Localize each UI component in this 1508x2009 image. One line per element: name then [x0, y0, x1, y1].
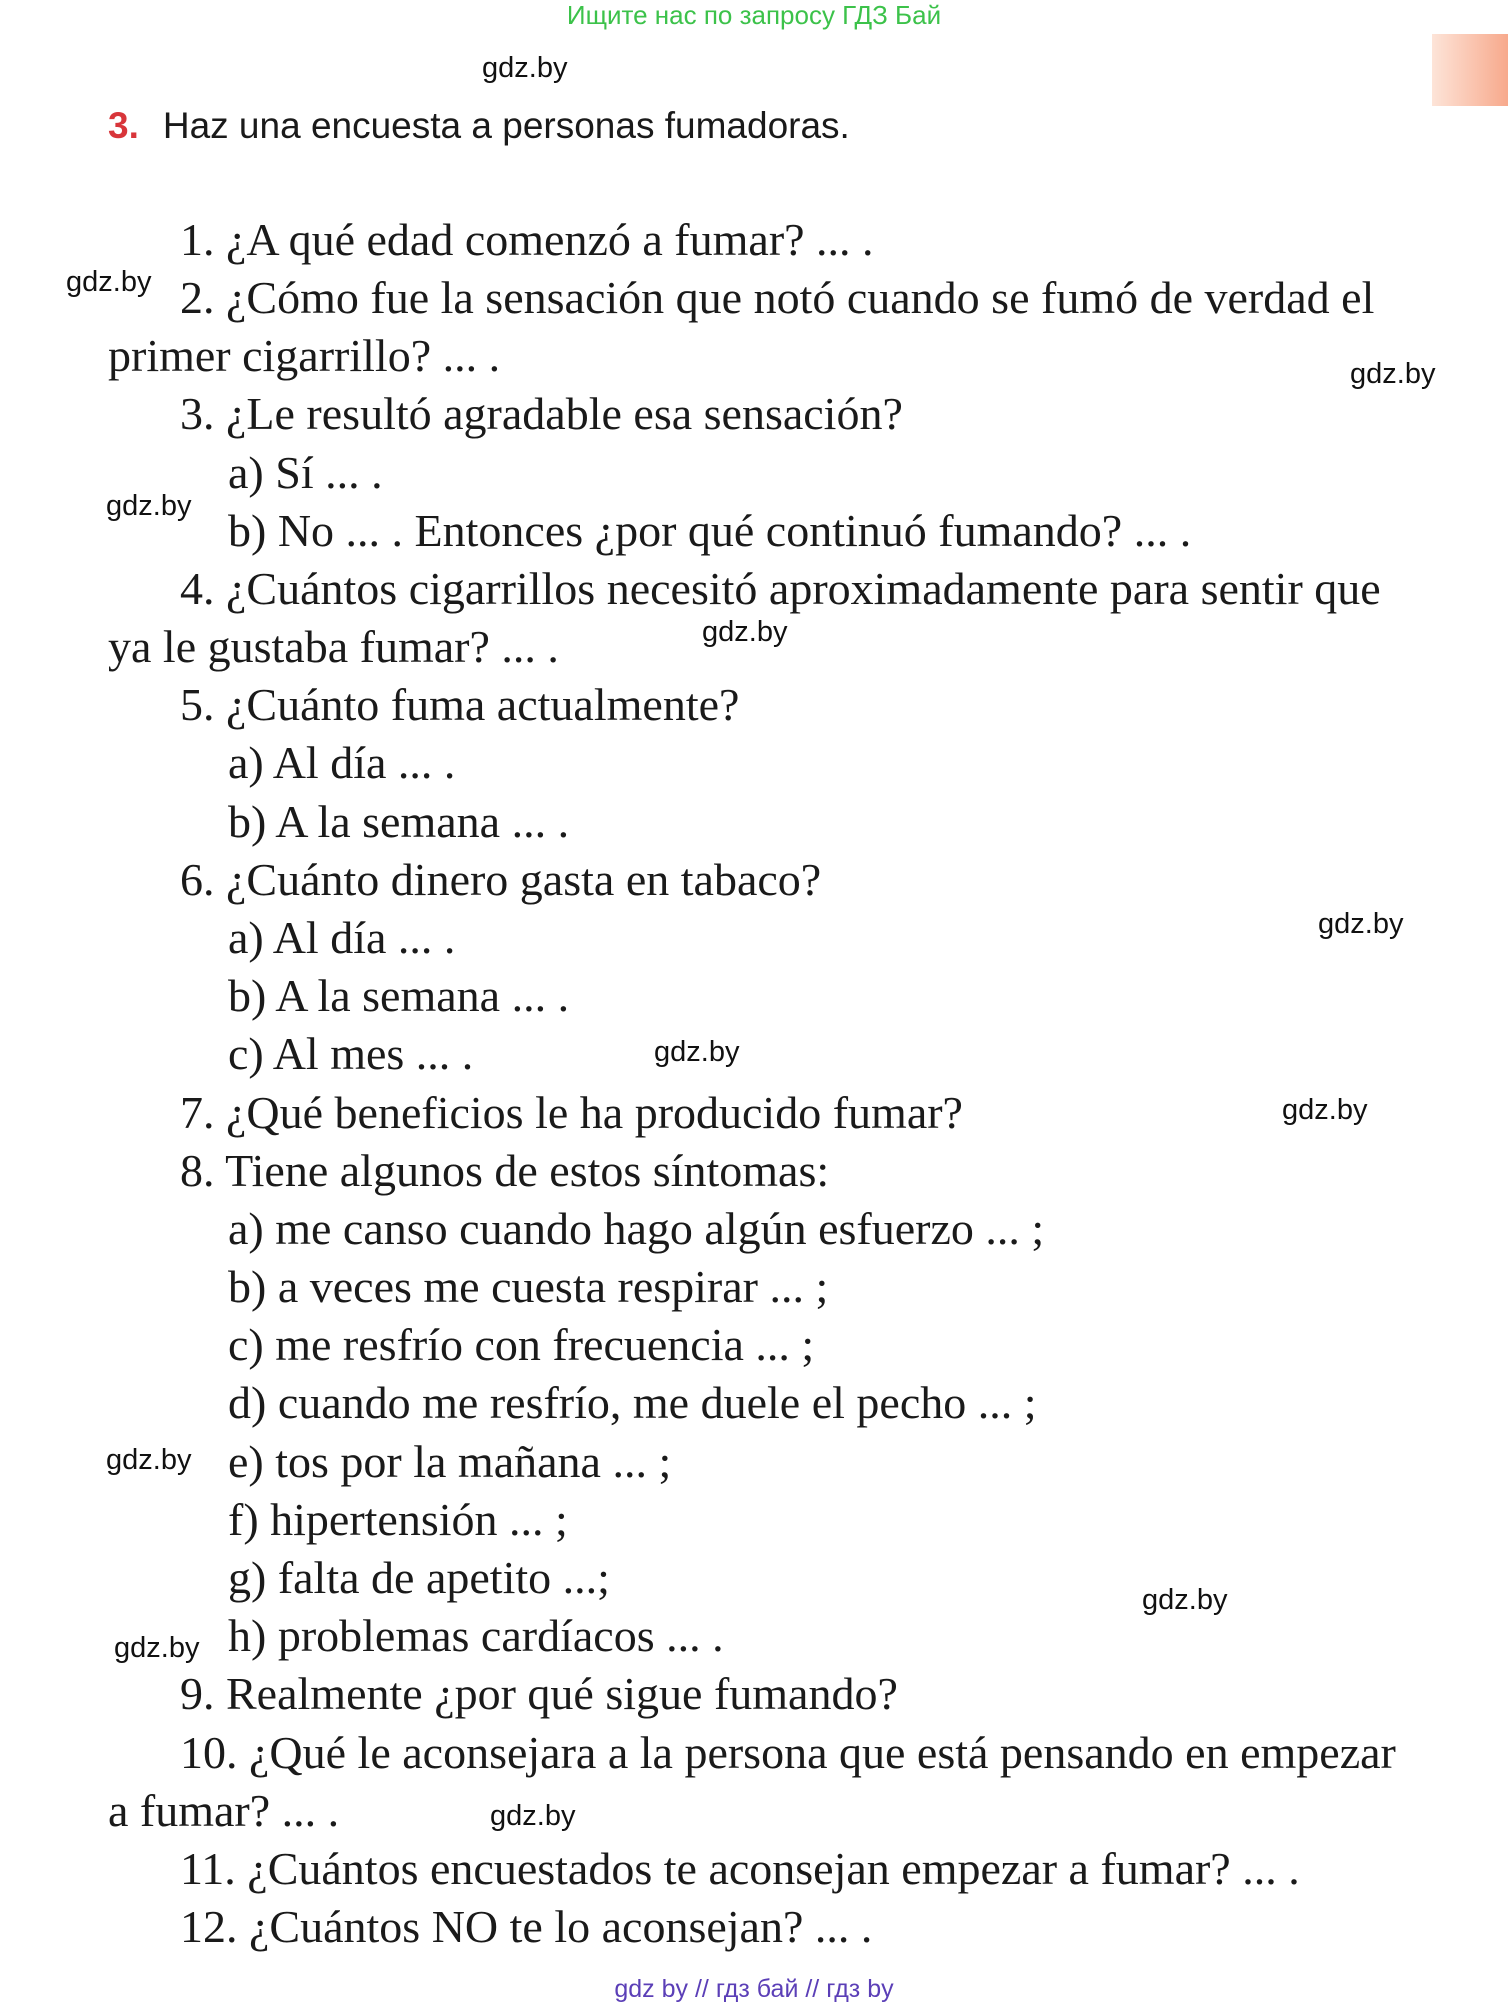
option-3a: a) Sí ... . — [228, 447, 383, 498]
question-11: 11. ¿Cuántos encuestados te aconsejan empezar a fumar? ... . — [180, 1843, 1300, 1894]
option-3b: b) No ... . Entonces ¿por qué continuó fumando? ... . — [228, 505, 1192, 556]
page-corner-tab — [1432, 34, 1508, 106]
option-8h: h) problemas cardíacos ... . — [228, 1610, 724, 1661]
question-7: 7. ¿Qué beneficios le ha producido fumar? — [180, 1087, 963, 1138]
watermark: gdz.by — [114, 1632, 200, 1664]
exercise-heading — [108, 104, 850, 148]
option-8d: d) cuando me resfrío, me duele el pecho ... ; — [228, 1377, 1037, 1428]
option-8f: f) hipertensión ... ; — [228, 1494, 568, 1545]
option-8a: a) me canso cuando hago algún esfuerzo ... ; — [228, 1203, 1045, 1254]
question-10: 10. ¿Qué le aconsejara a la persona que está pensando en empezar — [180, 1727, 1396, 1778]
question-4: 4. ¿Cuántos cigarrillos necesitó aproximadamente para sentir que — [180, 563, 1381, 614]
question-4-cont: ya le gustaba fumar? ... . — [108, 621, 559, 672]
watermark: gdz.by — [106, 1444, 192, 1476]
watermark: gdz.by — [482, 52, 568, 84]
question-5: 5. ¿Cuánto fuma actualmente? — [180, 679, 740, 730]
question-3: 3. ¿Le resultó agradable esa sensación? — [180, 388, 903, 439]
option-8c: c) me resfrío con frecuencia ... ; — [228, 1319, 815, 1370]
watermark: gdz.by — [1350, 358, 1436, 390]
question-2-cont: primer cigarrillo? ... . — [108, 330, 501, 381]
footer-links[interactable]: gdz by // гдз бай // гдз by — [614, 1975, 894, 2003]
watermark: gdz.by — [1318, 908, 1404, 940]
watermark: gdz.by — [1282, 1094, 1368, 1126]
exercise-number: 3. — [108, 105, 139, 146]
exercise-title: Haz una encuesta a personas fumadoras. — [162, 105, 850, 146]
question-6: 6. ¿Cuánto dinero gasta en tabaco? — [180, 854, 822, 905]
question-2: 2. ¿Cómo fue la sensación que notó cuando se fumó de verdad el — [180, 272, 1375, 323]
question-1: 1. ¿A qué edad comenzó a fumar? ... . — [180, 214, 874, 265]
top-banner[interactable]: Ищите нас по запросу ГДЗ Бай — [566, 0, 942, 30]
watermark: gdz.by — [1142, 1584, 1228, 1616]
option-6b: b) A la semana ... . — [228, 970, 570, 1021]
option-5a: a) Al día ... . — [228, 737, 456, 788]
watermark: gdz.by — [490, 1800, 576, 1832]
option-8g: g) falta de apetito ...; — [228, 1552, 610, 1603]
option-8b: b) a veces me cuesta respirar ... ; — [228, 1261, 829, 1312]
option-6a: a) Al día ... . — [228, 912, 456, 963]
option-8e: e) tos por la mañana ... ; — [228, 1436, 672, 1487]
watermark: gdz.by — [66, 266, 152, 298]
question-8: 8. Tiene algunos de estos síntomas: — [180, 1145, 830, 1196]
option-6c: c) Al mes ... . — [228, 1028, 474, 1079]
watermark: gdz.by — [106, 490, 192, 522]
question-9: 9. Realmente ¿por qué sigue fumando? — [180, 1668, 898, 1719]
watermark: gdz.by — [702, 616, 788, 648]
watermark: gdz.by — [654, 1036, 740, 1068]
question-12: 12. ¿Cuántos NO te lo aconsejan? ... . — [180, 1901, 873, 1952]
question-10-cont: a fumar? ... . — [108, 1785, 340, 1836]
option-5b: b) A la semana ... . — [228, 796, 570, 847]
